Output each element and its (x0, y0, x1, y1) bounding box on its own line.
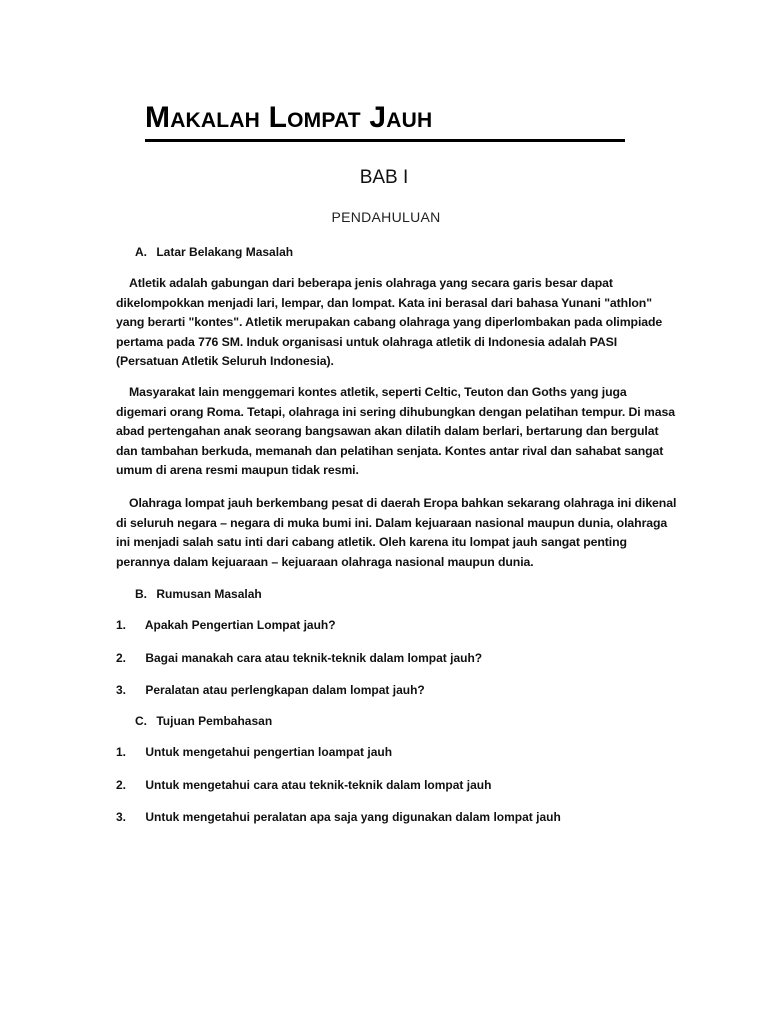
list-text: Peralatan atau perlengkapan dalam lompat jauh? (145, 683, 425, 697)
list-text: Untuk mengetahui cara atau teknik-teknik dalam lompat jauh (145, 778, 492, 792)
rumusan-item-2 (116, 649, 482, 667)
paragraph-1 (116, 274, 680, 372)
paragraph-2-text: Masyarakat lain menggemari kontes atletik, seperti Celtic, Teuton dan Goths yang juga digemari orang Roma. Tetapi, olahraga ini sering dihubungkan dengan pelatihan tempur. Di masa abad pertengahan anak seorang bangsawan akan dilatih dalam berlari, bertarung dan bergulat dan tambahan berkuda, memanah dan pelatihan senjata. Kontes antar rival dan sahabat sangat umum di arena resmi maupun tidak resmi. (116, 385, 675, 478)
chapter-label: BAB I (359, 167, 409, 188)
chapter-title: PENDAHULUAN (331, 209, 441, 225)
list-text: Apakah Pengertian Lompat jauh? (144, 618, 336, 632)
paragraph-3-text: Olahraga lompat jauh berkembang pesat di daerah Eropa bahkan sekarang olahraga ini dikenal di seluruh negara – negara di muka bumi ini. Dalam kejuaraan nasional maupun dunia, olahraga ini menjadi salah satu inti dari cabang atletik. Oleh karena itu lompat jauh sangat penting perannya dalam kejuaraan – kejuaraan olahraga nasional maupun dunia. (116, 496, 677, 569)
section-c-heading (135, 712, 272, 730)
paragraph-2 (116, 383, 680, 481)
list-number: 2. (116, 778, 127, 792)
list-number: 1. (116, 618, 127, 632)
paragraph-1-text: Atletik adalah gabungan dari beberapa jenis olahraga yang secara garis besar dapat dikelompokkan menjadi lari, lempar, dan lompat. Kata ini berasal dari bahasa Yunani "athlon" yang berarti "kontes". Atletik merupakan cabang olahraga yang diperlombakan pada olimpiade pertama pada 776 SM. Induk organisasi untuk olahraga atletik di Indonesia adalah PASI (Persatuan Atletik Seluruh Indonesia). (116, 276, 663, 369)
list-number: 3. (116, 683, 127, 697)
rumusan-item-1 (116, 616, 336, 634)
section-c-title: Tujuan Pembahasan (156, 714, 273, 728)
section-b-label: B. (135, 587, 147, 601)
section-c-label: C. (135, 714, 147, 728)
list-number: 3. (116, 810, 127, 824)
section-b-heading (135, 585, 262, 603)
section-a-heading (135, 243, 293, 261)
list-text: Bagai manakah cara atau teknik-teknik dalam lompat jauh? (145, 651, 483, 665)
tujuan-item-1 (116, 743, 392, 761)
list-number: 1. (116, 745, 127, 759)
rumusan-item-3 (116, 681, 425, 699)
section-b-title: Rumusan Masalah (156, 587, 262, 601)
title-underline (145, 139, 625, 142)
section-a-label: A. (135, 245, 147, 259)
tujuan-item-3 (116, 808, 561, 826)
tujuan-item-2 (116, 776, 491, 794)
list-number: 2. (116, 651, 127, 665)
paragraph-3 (116, 494, 680, 572)
document-title: Makalah Lompat Jauh (145, 101, 433, 134)
list-text: Untuk mengetahui pengertian loampat jauh (145, 745, 393, 759)
list-text: Untuk mengetahui peralatan apa saja yang digunakan dalam lompat jauh (145, 810, 561, 824)
section-a-title: Latar Belakang Masalah (156, 245, 294, 259)
